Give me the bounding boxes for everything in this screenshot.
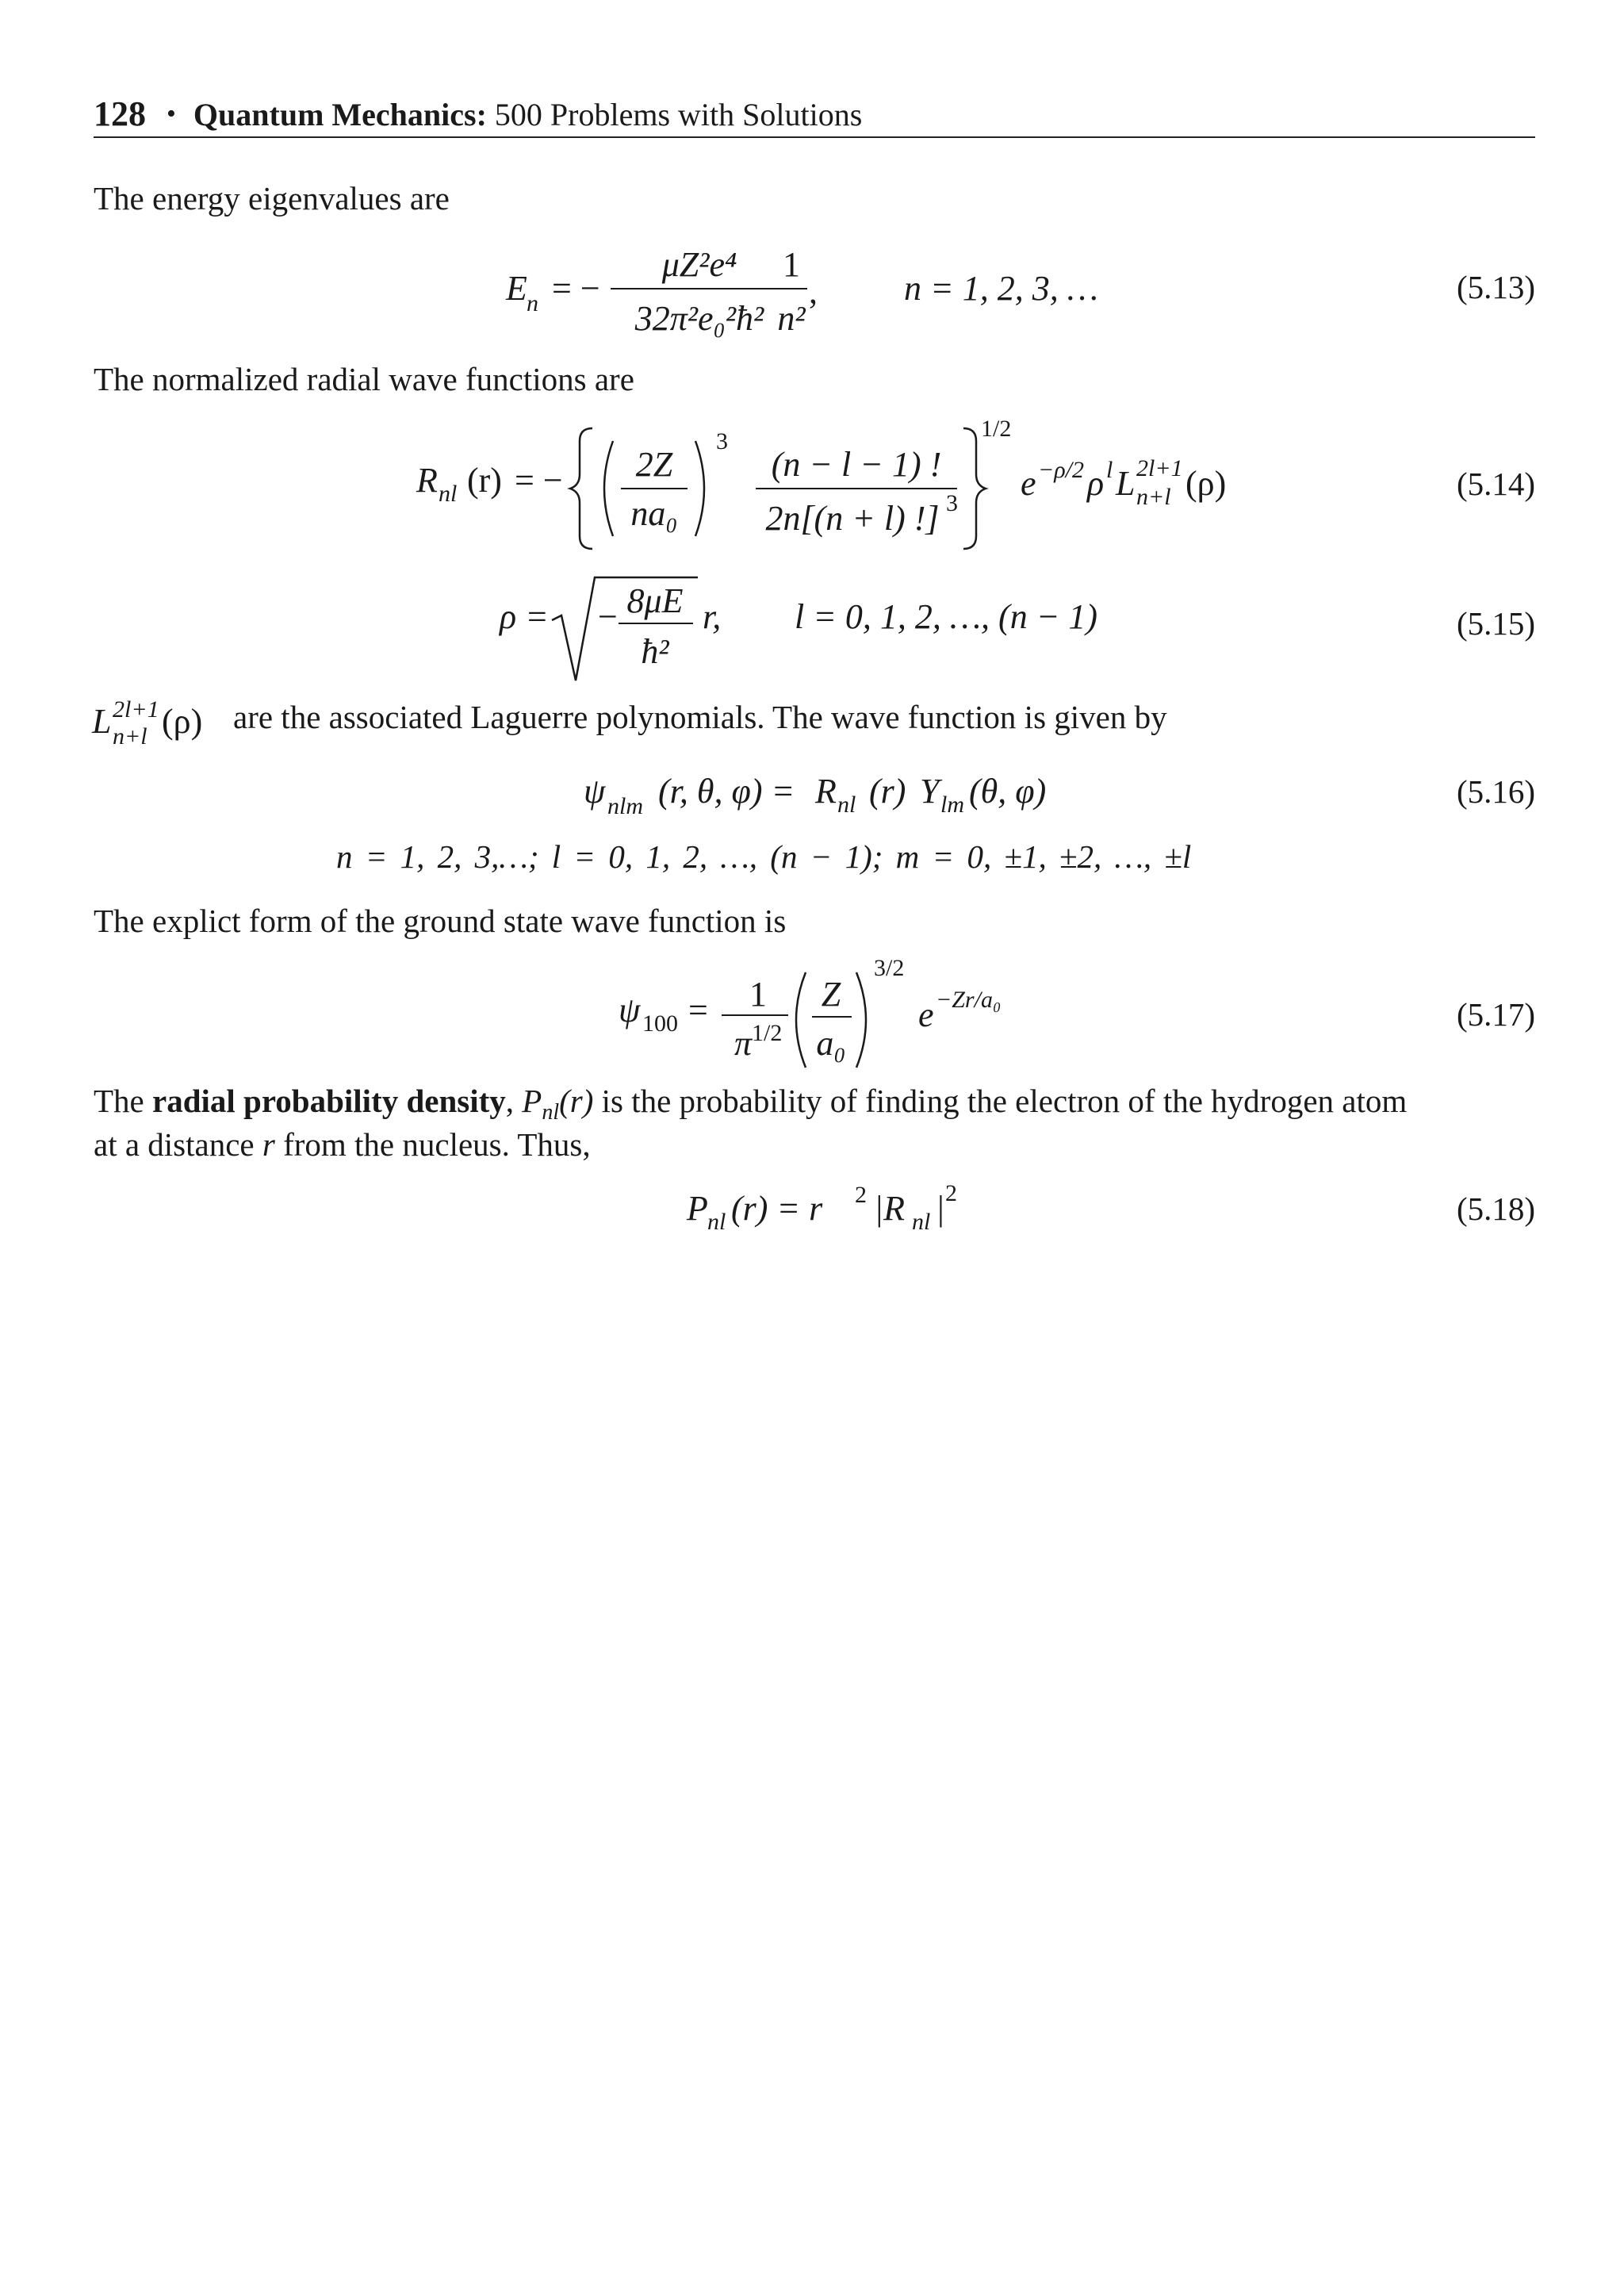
eq517-num: 1 [749,975,767,1014]
eq514-f2-num: (n − l − 1) ! [771,445,942,484]
eq513-num2: 1 [783,245,800,284]
eq516-R: R [815,772,837,811]
eq-number-5-18: (5.18) [1456,1190,1535,1227]
eq513-den2: n² [777,299,806,338]
svg-text:,: , [809,272,818,311]
paragraph-ground-state: The explict form of the ground state wave function is [94,903,787,939]
eq516-Y: Y [920,772,940,811]
eq516-args: (r, θ, φ) = [658,772,795,811]
eq517-f-num: Z [821,975,841,1014]
eq518-P-sub: nl [707,1209,726,1235]
eq518-P: P [687,1189,708,1228]
svg-text:−: − [598,597,618,636]
eq514-tail-e-sup: −ρ/2 [1038,457,1084,483]
equation-5-17 [619,952,1094,1071]
laguerre-arg: (ρ) [162,702,203,741]
equation-5-15 [500,571,1213,690]
page-number: 128 [94,94,146,133]
p5-pre: The [94,1083,144,1119]
book-subtitle: 500 Problems with Solutions [494,97,863,132]
eq514-f1-num: 2Z [635,445,673,484]
term-radial-probability-density: radial probability density [152,1083,506,1119]
eq513-num: μZ²e⁴ [661,245,737,284]
eq515-tail: r, [703,597,722,636]
svg-text:= −: = − [515,461,563,500]
eq513-den: 32π²e₀²ħ² [634,299,764,338]
eq-number-5-15: (5.15) [1456,605,1535,642]
paragraph-radial: The normalized radial wave functions are [94,361,634,397]
p6-var: r [262,1126,275,1163]
equation-5-13 [476,238,1189,357]
pnl-inline-P: P [522,1083,542,1119]
eq-number-5-13: (5.13) [1456,269,1535,305]
eq-number-5-14: (5.14) [1456,466,1535,502]
p6-pre: at a distance [94,1126,255,1163]
eq514-tail-rho: ρ [1087,464,1105,503]
eq515-lhs: ρ = [500,597,549,636]
eq517-eq: = [688,991,708,1029]
eq514-tail-e: e [1021,464,1036,503]
paragraph-radial-density: The radial probability density, $P_{nl}(r)$ is the probability of finding the electron of the hydrogen atom [94,1083,1408,1125]
eq514-pow1: 3 [716,428,728,454]
paragraph-laguerre: are the associated Laguerre polynomials. The wave function is given by [233,699,1167,735]
eq514-f1-den: na₀ [630,494,678,533]
eq517-psi: ψ [619,991,641,1029]
eq514-tail-L-sub: n+l [1136,484,1171,510]
eq517-psi-sub: 100 [642,1010,678,1037]
pnl-inline-arg: (r) [559,1083,594,1119]
eq515-den: ħ² [641,632,669,671]
eq514-lhs-sub: nl [439,481,458,507]
eq518-arg: (r) = r [731,1189,823,1228]
eq515-num: 8μE [626,581,684,620]
eq516-psi: ψ [584,772,606,811]
svg-text:= −: = − [552,269,600,308]
eq516-R-sub: nl [837,792,856,818]
eq518-abs-sub: nl [912,1209,931,1235]
eq514-lhs: R [416,461,438,500]
laguerre-L: L [92,702,112,741]
eq513-condition: n = 1, 2, 3, … [904,269,1098,308]
eq518-abs-sup: 2 [945,1180,957,1206]
eq513-lhs: E [506,269,527,308]
paragraph-distance [94,1122,591,1167]
eq517-f-den: a₀ [816,1024,846,1063]
equation-5-16 [584,761,1139,833]
eq518-abs: |R [874,1189,905,1228]
eq518-abs-close: | [937,1189,944,1228]
eq518-r-sup: 2 [855,1182,867,1208]
eq517-e: e [918,995,934,1034]
laguerre-sub: n+l [113,723,147,750]
eq516-R-arg: (r) [869,772,906,811]
laguerre-symbol [92,692,251,755]
paragraph-energy: The energy eigenvalues are [94,180,450,217]
eq514-tail-L-sup: 2l+1 [1136,455,1183,481]
eq516-Y-arg: (θ, φ) [969,772,1047,811]
running-header [94,94,862,134]
eq514-lhs-arg: (r) [467,461,502,500]
eq514-tail-rho-sup: l [1106,457,1113,483]
p6-post: from the nucleus. Thus, [283,1126,591,1163]
eq516-condition: n = 1, 2, 3,…; l = 0, 1, 2, …, (n − 1); m = 0, ±1, ±2, …, ±l [336,838,1192,875]
header-rule [94,136,1535,138]
eq514-f2-den: 2n[(n + l) !] [765,499,940,538]
eq517-e-sup: −Zr/a₀ [936,987,1002,1013]
eq514-f2-den-pow: 3 [946,490,958,516]
eq514-tail-arg: (ρ) [1185,464,1227,503]
eq514-tail-L: L [1116,464,1136,503]
eq513-lhs-sub: n [527,290,538,316]
laguerre-sup: 2l+1 [113,696,159,723]
p5-mid: is the probability of finding the electron of the hydrogen atom [601,1083,1408,1119]
equation-5-18 [687,1174,1083,1245]
pnl-inline-sub: nl [542,1100,560,1125]
header-bullet: • [167,99,176,128]
eq515-condition: l = 0, 1, 2, …, (n − 1) [795,597,1098,636]
eq516-Y-sub: lm [940,792,964,818]
eq517-pow: 3/2 [874,955,905,981]
eq-number-5-17: (5.17) [1456,996,1535,1033]
pnl-inline [522,1083,594,1125]
eq517-den-sup: 1/2 [752,1020,783,1046]
eq516-psi-sub: nlm [607,793,643,819]
eq514-pow-outer: 1/2 [981,416,1012,442]
equation-5-14 [416,412,1289,555]
eq517-den: π [734,1024,753,1063]
book-title: Quantum Mechanics: [193,97,487,132]
eq-number-5-16: (5.16) [1456,773,1535,810]
